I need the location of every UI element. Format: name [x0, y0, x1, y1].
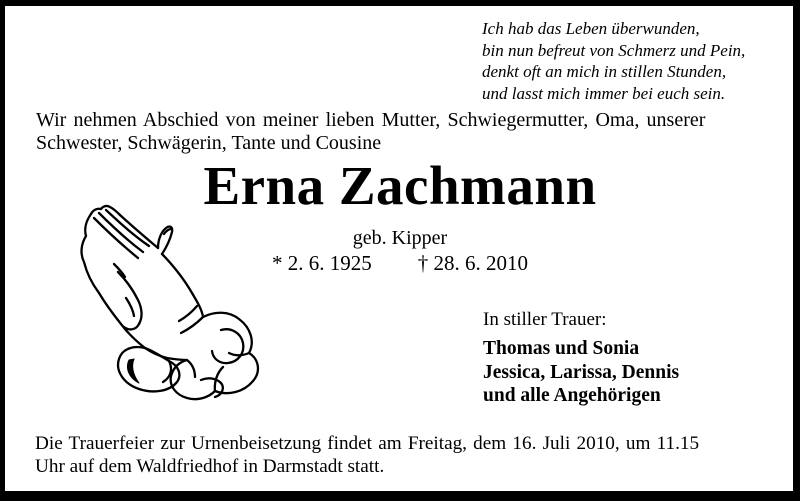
death-date: † 28. 6. 2010 [417, 251, 528, 275]
poem-line: und lasst mich immer bei euch sein. [482, 83, 726, 103]
mourner-line: und alle Angehörigen [483, 385, 661, 406]
deceased-name: Erna Zachmann [203, 155, 597, 216]
poem-line: denkt oft an mich in stillen Stunden, [482, 62, 727, 81]
poem-line: bin nun befreut von Schmerz und Pein, [482, 40, 746, 60]
poem-line: Ich hab das Leben überwunden, [482, 19, 700, 38]
memorial-poem [482, 18, 745, 104]
mourning-label: In stiller Trauer: [483, 309, 607, 330]
farewell-line: Schwester, Schwägerin, Tante und Cousine [36, 132, 382, 154]
funeral-line: Uhr auf dem Waldfriedhof in Darmstadt statt. [35, 455, 385, 477]
farewell-paragraph [36, 109, 776, 155]
farewell-line: Wir nehmen Abschied von meiner lieben Mutter, Schwiegermutter, Oma, unserer [36, 109, 706, 131]
mourners-list [483, 337, 679, 408]
birth-date: * 2. 6. 1925 [272, 251, 372, 275]
mourner-line: Thomas und Sonia [483, 338, 640, 359]
maiden-name: geb. Kipper [352, 227, 448, 249]
funeral-paragraph [35, 433, 777, 478]
praying-hands-icon [70, 200, 270, 410]
mourner-line: Jessica, Larissa, Dennis [483, 361, 680, 383]
funeral-line: Die Trauerfeier zur Urnenbeisetzung findet am Freitag, dem 16. Juli 2010, um 11.15 [35, 433, 700, 454]
